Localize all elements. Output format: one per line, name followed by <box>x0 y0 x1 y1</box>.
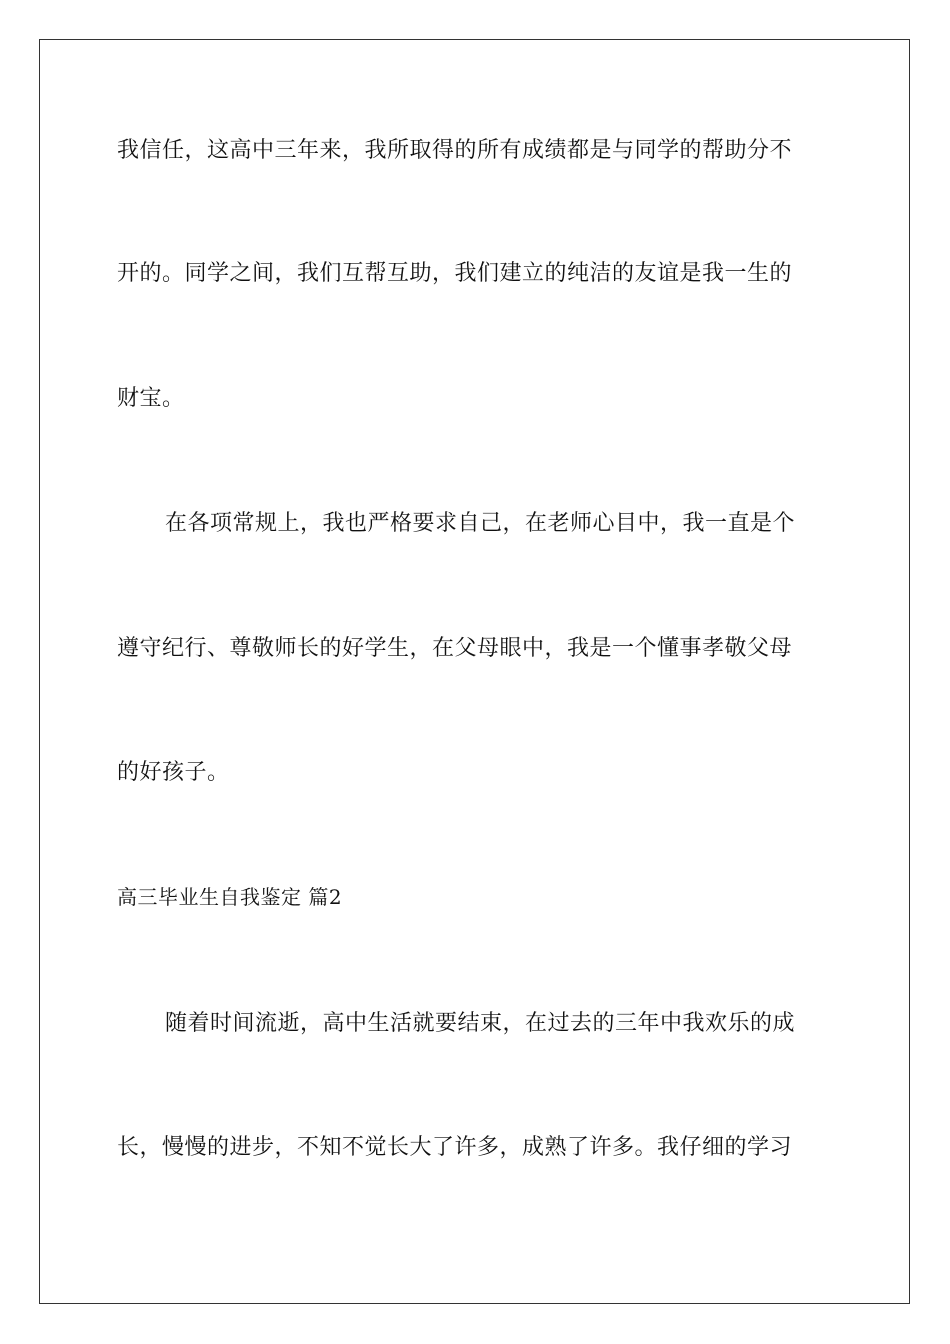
paragraph-line: 随着时间流逝，高中生活就要结束，在过去的三年中我欢乐的成 <box>165 1011 796 1036</box>
paragraph-line: 我信任，这高中三年来，我所取得的所有成绩都是与同学的帮助分不 <box>117 138 793 163</box>
section-heading: 高三毕业生自我鉴定 篇2 <box>117 885 343 909</box>
paragraph-line: 财宝。 <box>117 386 185 411</box>
page-frame <box>39 39 910 1304</box>
paragraph-line: 在各项常规上，我也严格要求自己，在老师心目中，我一直是个 <box>165 511 796 536</box>
paragraph-line: 长，慢慢的进步，不知不觉长大了许多，成熟了许多。我仔细的学习 <box>117 1135 793 1160</box>
paragraph-line: 开的。同学之间，我们互帮互助，我们建立的纯洁的友谊是我一生的 <box>117 261 793 286</box>
paragraph-line: 遵守纪行、尊敬师长的好学生，在父母眼中，我是一个懂事孝敬父母 <box>117 636 793 661</box>
paragraph-line: 的好孩子。 <box>117 760 230 785</box>
